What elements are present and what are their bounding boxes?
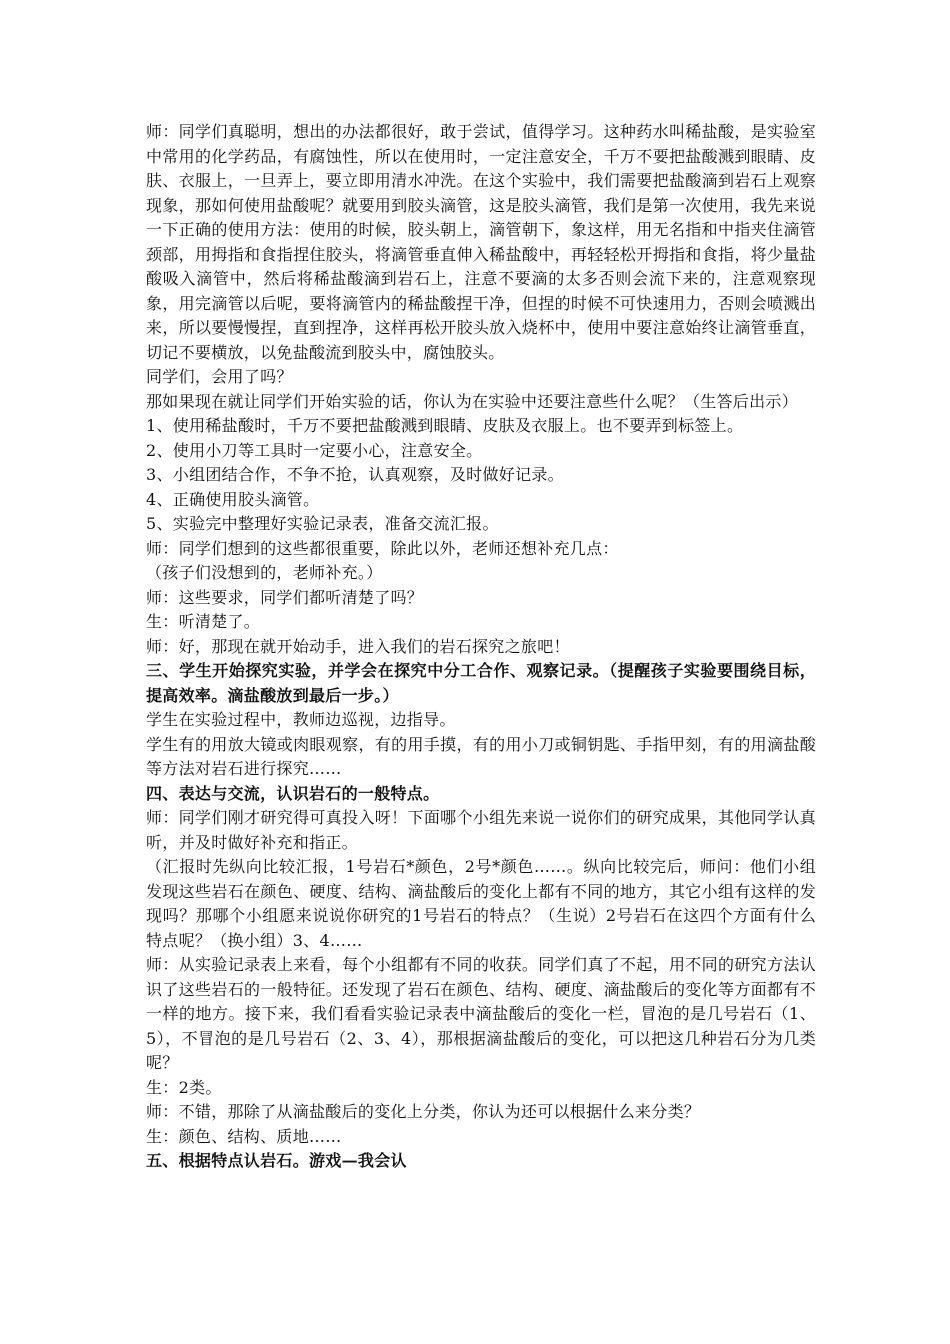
paragraph-student-two-types: 生：2类。 bbox=[146, 1077, 222, 1097]
paragraph-teacher-classify: 师：从实验记录表上来看，每个小组都有不同的收获。同学们真了不起，用不同的研究方法认识了这些岩石的一般特征。还发现了岩石在颜色、结构、硬度、滴盐酸后的变化等方面都有不一样的地方。接下来，我们看看实验记录表中滴盐酸后的变化一栏，冒泡的是几号岩石（1、5），不冒泡的是几号岩石（2、3、4），那根据滴盐酸后的变化，可以把这几种岩石分为几类呢？ bbox=[146, 955, 816, 1072]
paragraph-can-you-use-it: 同学们，会用了吗？ bbox=[146, 367, 293, 386]
paragraph-student-methods: 学生有的用放大镜或肉眼观察，有的用手摸，有的用小刀或铜钥匙、手指甲刻，有的用滴盐酸等方法对岩石进行探究…… bbox=[146, 734, 816, 778]
paragraph-teacher-adds: （孩子们没想到的，老师补充。） bbox=[146, 563, 383, 582]
rule-item-2: 2、使用小刀等工具时一定要小心，注意安全。 bbox=[146, 440, 483, 460]
paragraph-teacher-explains-hydrochloric-acid: 师：同学们真聪明，想出的办法都很好，敢于尝试，值得学习。这种药水叫稀盐酸，是实验室中常用的化学药品，有腐蚀性，所以在使用时，一定注意安全，千万不要把盐酸溅到眼睛、皮肤、衣服上，一旦弄上，要立即用清水冲洗。在这个实验中，我们需要把盐酸滴到岩石上观察现象，那如何使用盐酸呢？就要用到胶头滴管，这是胶头滴管，我们是第一次使用，我先来说一下正确的使用方法：使用的时候，胶头朝上，滴管朝下，象这样，用无名指和中指夹住滴管颈部，用拇指和食指捏住胶头，将滴管垂直伸入稀盐酸中，再轻轻松开拇指和食指，将少量盐酸吸入滴管中，然后将稀盐酸滴到岩石上，注意不要滴的太多否则会流下来的，注意观察现象，用完滴管以后呢，要将滴管内的稀盐酸捏干净，但捏的时候不可快速用力，否则会喷溅出来，所以要慢慢捏，直到捏净，这样再松开胶头放入烧杯中，使用中要注意始终让滴管垂直，切记不要横放，以免盐酸流到胶头中，腐蚀胶头。 bbox=[146, 122, 816, 362]
paragraph-teacher-supplement: 师：同学们想到的这些都很重要，除此以外，老师还想补充几点： bbox=[146, 538, 619, 558]
paragraph-student-basis: 生：颜色、结构、质地…… bbox=[146, 1126, 342, 1146]
rule-item-5: 5、实验完中整理好实验记录表，准备交流汇报。 bbox=[146, 514, 499, 533]
paragraph-teacher-other-basis: 师：不错，那除了从滴盐酸后的变化上分类，你认为还可以根据什么来分类？ bbox=[146, 1102, 701, 1121]
rule-item-1: 1、使用稀盐酸时，千万不要把盐酸溅到眼睛、皮肤及衣服上。也不要弄到标签上。 bbox=[146, 416, 744, 435]
section-heading-3: 三、学生开始探究实验，并学会在探究中分工合作、观察记录。（提醒孩子实验要围绕目标，提高效率。滴盐酸放到最后一步。） bbox=[146, 661, 816, 705]
section-heading-5: 五、根据特点认岩石。游戏—我会认 bbox=[146, 1151, 407, 1170]
rule-item-4: 4、正确使用胶头滴管。 bbox=[146, 489, 320, 509]
paragraph-student-reply: 生：听清楚了。 bbox=[146, 612, 261, 631]
paragraph-teacher-guides: 学生在实验过程中，教师边巡视，边指导。 bbox=[146, 710, 456, 729]
paragraph-what-to-note: 那如果现在就让同学们开始实验的话，你认为在实验中还要注意些什么呢？（生答后出示） bbox=[146, 391, 799, 411]
rule-item-3: 3、小组团结合作，不争不抢，认真观察，及时做好记录。 bbox=[146, 465, 564, 484]
paragraph-report-procedure: （汇报时先纵向比较汇报，1号岩石*颜色，2号*颜色……。纵向比较完后，师问：他们小组发现这些岩石在颜色、硬度、结构、滴盐酸后的变化上都有不同的地方，其它小组有这样的发现吗？那哪个小组愿来说说你研究的1号岩石的特点？（生说）2号岩石在这四个方面有什么特点呢？（换小组）3、4…… bbox=[146, 857, 816, 950]
paragraph-teacher-check: 师：这些要求，同学们都听清楚了吗？ bbox=[146, 587, 424, 607]
paragraph-teacher-report: 师：同学们刚才研究得可真投入呀！下面哪个小组先来说一说你们的研究成果，其他同学认真听，并及时做好补充和指正。 bbox=[146, 808, 816, 852]
paragraph-teacher-start: 师：好，那现在就开始动手，进入我们的岩石探究之旅吧！ bbox=[146, 636, 570, 656]
section-heading-4: 四、表达与交流，认识岩石的一般特点。 bbox=[146, 783, 440, 803]
